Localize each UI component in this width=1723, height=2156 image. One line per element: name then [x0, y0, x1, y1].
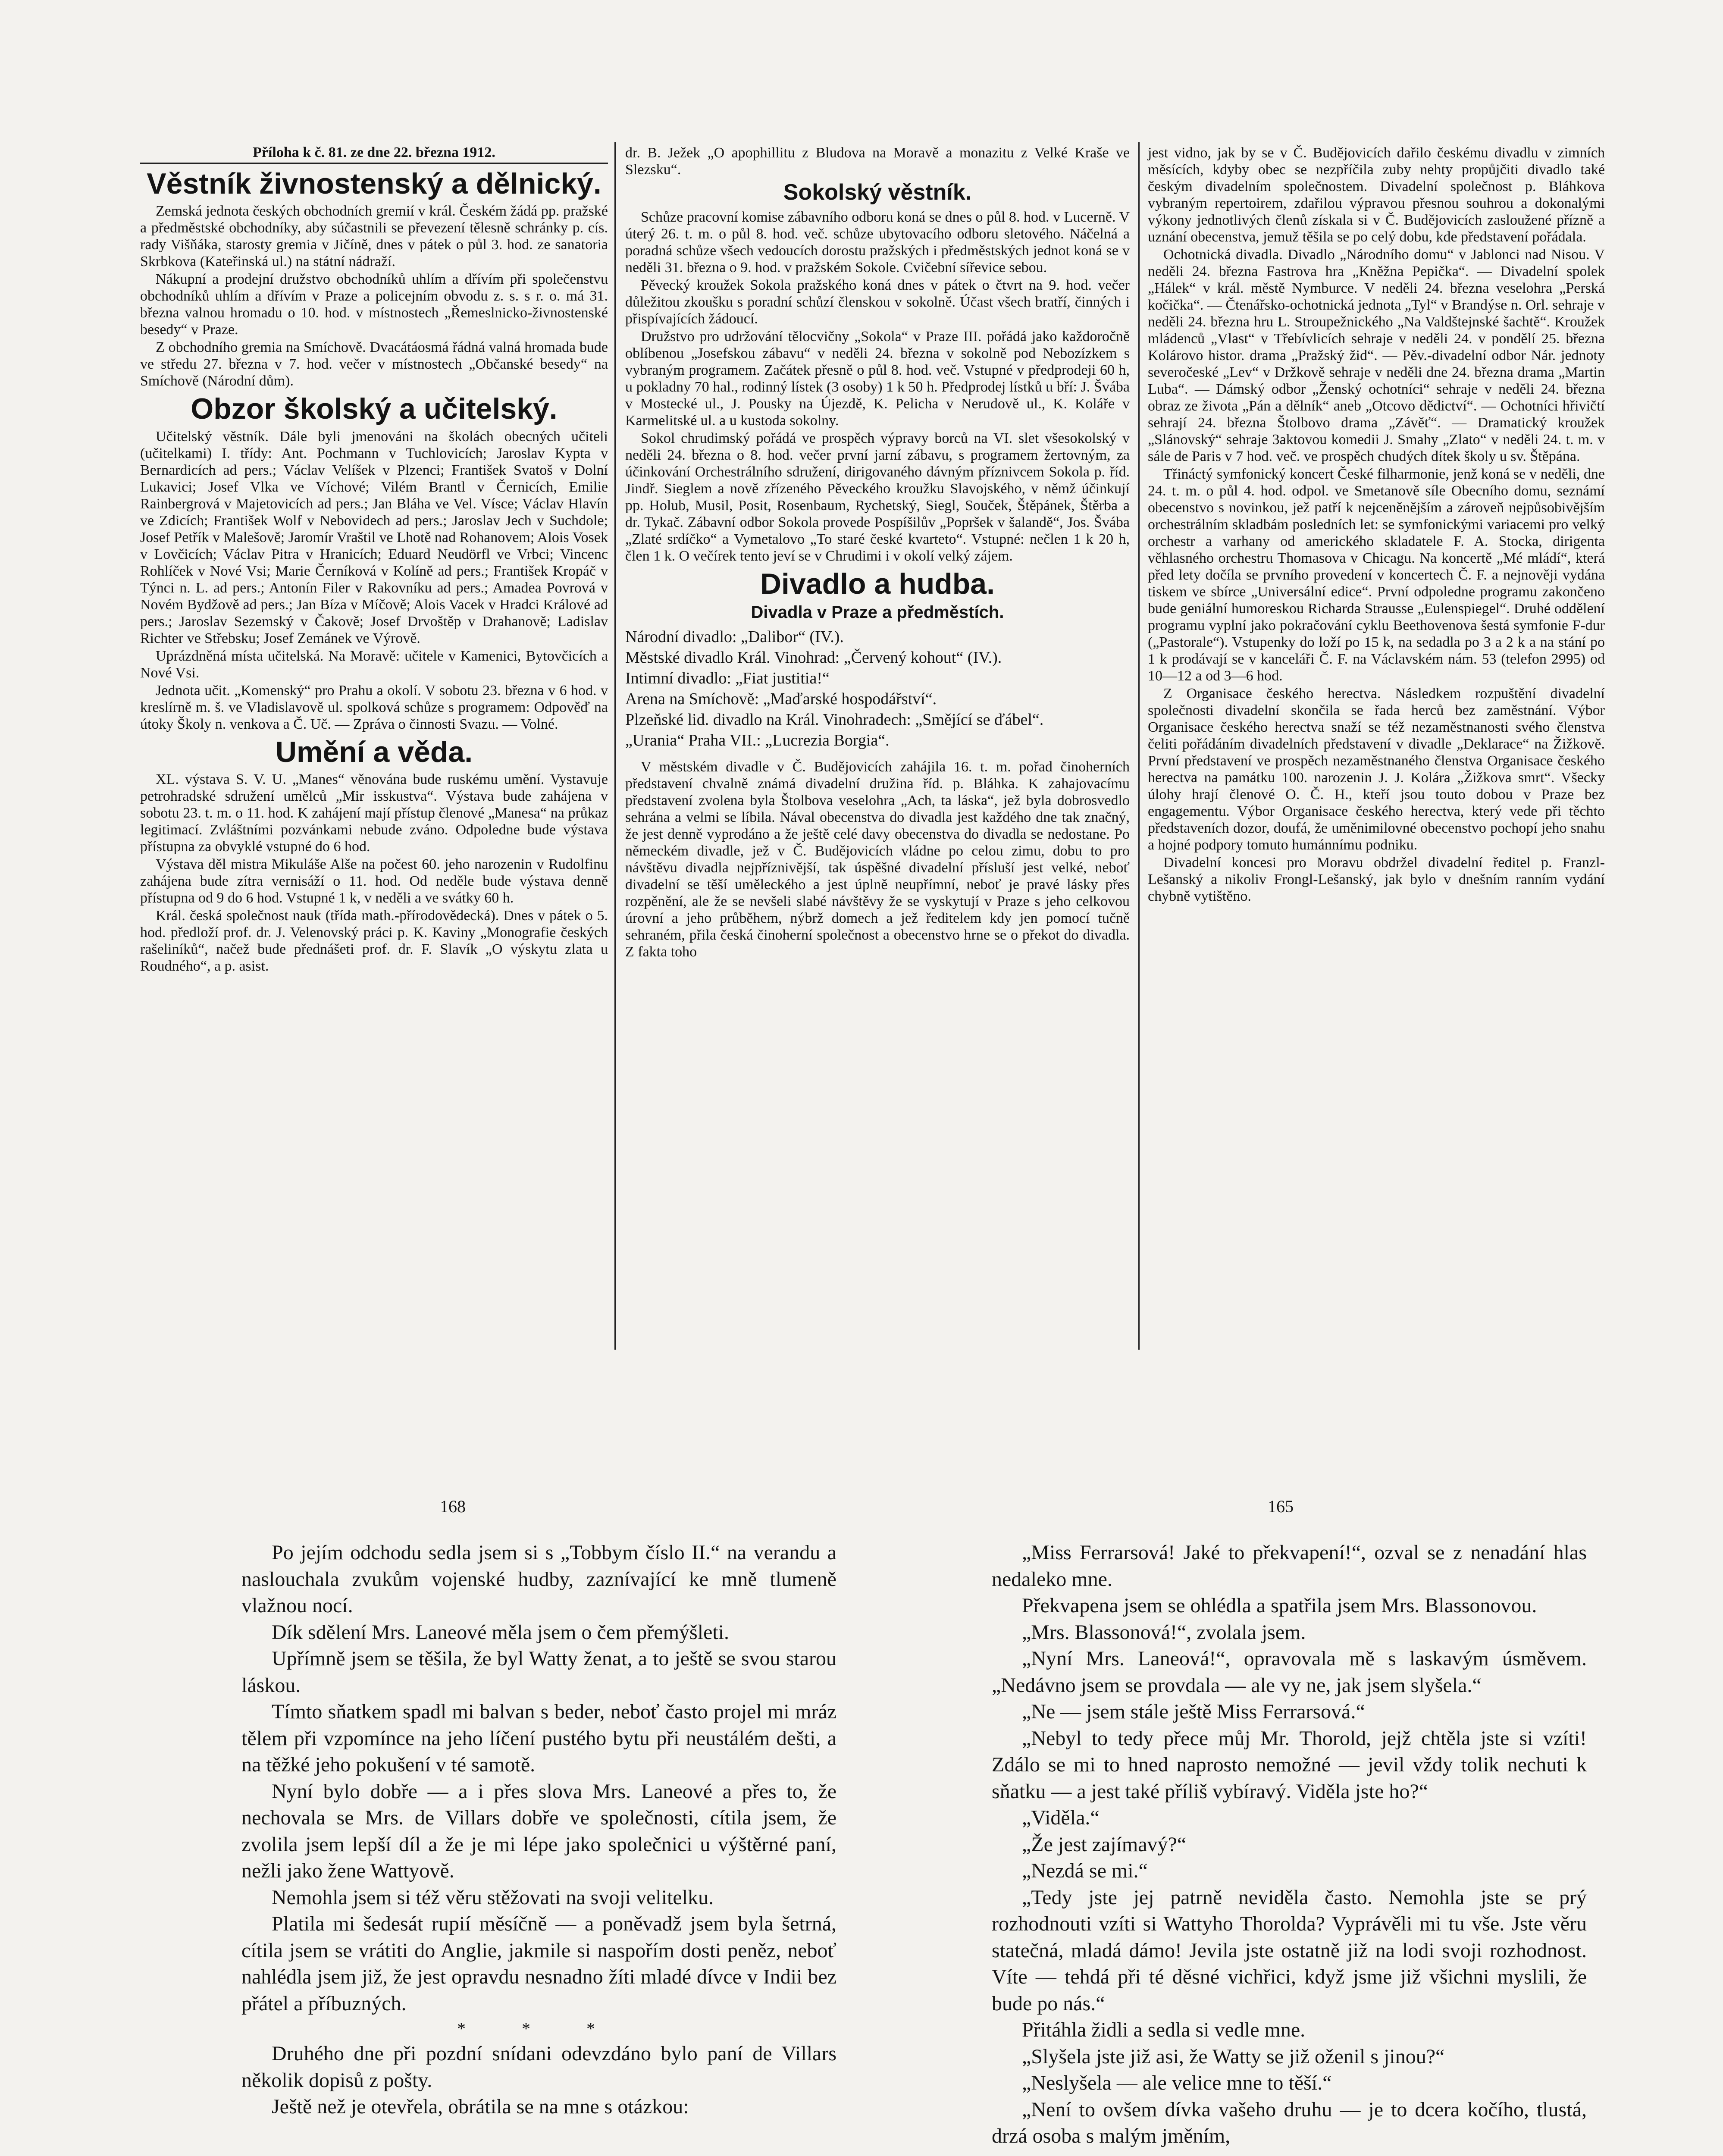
novel-paragraph: „Mrs. Blassonová!“, zvolala jsem. [1022, 1620, 1306, 1644]
novel-paragraph: Upřímně jsem se těšila, že byl Watty ženat, a to ještě se svou starou láskou. [241, 1647, 836, 1697]
novel-paragraph: Přitáhla židli a sedla si vedle mne. [1022, 2018, 1306, 2041]
column-rule [614, 142, 616, 1350]
novel-paragraph: „Ne — jsem stále ještě Miss Ferrarsová.“ [1022, 1700, 1365, 1723]
column-3 [1148, 144, 1605, 906]
page-number-right: 165 [1268, 1497, 1294, 1516]
paragraph: Jednota učit. „Komenský“ pro Prahu a okolí. V sobotu 23. března v 6 hod. v kreslírně m. š. ve Vladislavově ul. spolková schůze s programem: Odpověď na útoky Školy n. venkova a Č. Uč. — Zpráva o činnosti Svazu. — Volné. [140, 682, 608, 732]
theatre-listing: Plzeňské lid. divadlo na Král. Vinohradech: „Smějící se ďábel“. [625, 710, 1044, 729]
paragraph: Král. česká společnost nauk (třída math.-přírodovědecká). Dnes v pátek o 5. hod. předloží prof. dr. J. Velenovský práci p. K. Kaviny „Monografie českých rašeliníků“, načež bude přednášeti prof. dr. F. Slavík „O výskytu zlata u Roudného“, a p. asist. [140, 908, 608, 975]
novel-paragraph: „Slyšela jste již asi, že Watty se již oženil s jinou?“ [1022, 2045, 1445, 2068]
novel-paragraph: „Nyní Mrs. Laneová!“, opravovala mě s laskavým úsměvem. „Nedávno jsem se provdala — ale vy ne, jak jsem slyšela.“ [992, 1647, 1587, 1697]
section-subtitle-divadla: Divadla v Praze a předměstích. [751, 602, 1004, 622]
section-title-sokol: Sokolský věstník. [783, 180, 972, 205]
theatre-listing: Národní divadlo: „Dalibor“ (IV.). [625, 627, 844, 646]
paragraph: Výstava děl mistra Mikuláše Alše na počest 60. jeho narozenin v Rudolfinu zahájena bude zítra vernisáží o 11. hod. Od neděle bude výstava denně přístupna od 9 do 6 hod. Vstupné 1 k, v neděli a ve svátky 60 h. [140, 856, 608, 906]
novel-paragraph: Druhého dne při pozdní snídani odevzdáno bylo paní de Villars několik dopisů z pošty. [241, 2042, 836, 2092]
paragraph: Z obchodního gremia na Smíchově. Dvacátáosmá řádná valná hromada bude ve středu 27. března v 7. hod. večer v místnostech „Občanské besedy“ na Smíchově (Národní dům). [140, 339, 608, 389]
paragraph: Nákupní a prodejní družstvo obchodníků uhlím a dřívím při společenstvu obchodníků uhlím a dřívím v Praze a policejním obvodu z. s. s r. o. má 31. března valnou hromadu o 10. hod. v místnostech „Řemeslnicko-živnostenské besedy“ v Praze. [140, 271, 608, 338]
paragraph: Divadelní koncesi pro Moravu obdržel divadelní ředitel p. Franzl-Lešanský a nikoliv Frongl-Lešanský, jak bylo v dnešním ranním vydání chybně vytištěno. [1148, 855, 1605, 904]
section-title-vestnik: Věstník živnostenský a dělnický. [147, 167, 601, 200]
page-number-left: 168 [440, 1497, 466, 1516]
section-title-divadlo: Divadlo a hudba. [760, 567, 995, 600]
novel-paragraph: „Miss Ferrarsová! Jaké to překvapení!“, ozval se z nenadání hlas nedaleko mne. [992, 1541, 1587, 1591]
novel-paragraph: „Že jest zajímavý?“ [1022, 1833, 1187, 1856]
novel-paragraph: Nyní bylo dobře — a i přes slova Mrs. Laneové a přes to, že nechovala se Mrs. de Villars dobře ve společnosti, cítila jsem, že zvolila jsem lepší díl a že je mi lépe jako společnici u výštěrné paní, nežli jako žene Wattyově. [241, 1780, 836, 1882]
paragraph: Zemská jednota českých obchodních gremií v král. Českém žádá pp. pražské a předměstské obchodníky, aby súčastnili se převezení tělesně schránky p. cís. rady Višňáka, starosty gremia v Jičíně, dnes v pátek o půl 3. hod. ze sanatoria Skrbkova (Kateřinská ul.) na státní nádraží. [140, 203, 608, 270]
section-break-stars: * * * [457, 2019, 621, 2038]
paragraph: V městském divadle v Č. Budějovicích zahájila 16. t. m. pořad činoherních představení chvalně známá divadelní družina říd. p. Bláhka. K zahajovacímu představení zvolena byla Štolbova veselohra „Ach, ta láska“, jež byla dobrosvedlo sehrána a velmi se líbila. Nával obecenstva do divadla jest každého dne tak značný, že jest denně vyprodáno a že ještě celé davy obecenstva do divadla se nedostane. Po německém divadle, jež v Č. Budějovicích vládne po celou zimu, dobu to pro návštěvu divadla nejpříznivější, tak úspěšné divadelní přísluší jest velké, neboť divadelní se těší uměleckého a jest úplně neupřímní, neboť je pravé lásky přes rozpěnění, ale že se nevšeli slabé návštěvy že se vyskytují v Praze s jeho celkovou úrovní a jeho průběhem, nýbrž domech a jež ředitelem kdy jen pomocí tučně sehraném, přila česká činoherní společnost a obecenstvo hrne se o překot do divadla. Z fakta toho [625, 758, 1130, 960]
column-1 [140, 144, 608, 975]
novel-paragraph: Ještě než je otevřela, obrátila se na mne s otázkou: [272, 2095, 689, 2118]
novel-paragraph: Nemohla jsem si též věru stěžovati na svoji velitelku. [272, 1886, 714, 1909]
paragraph: Z Organisace českého herectva. Následkem rozpuštění divadelní společnosti divadelní skončila se řada herců bez zaměstnání. Výbor Organisace českého herectva snaží se též nezaměstnanosti svého členstva čeliti pořádáním divadelních představení v divadle „Deklarace“ na Žižkově. První představení ve prospěch nezaměstnaného členstva Organisace českého herectva na památku 100. narozenin J. J. Kolára „Žižkova smrt“. Všecky úlohy hrají členové O. Č. H., kteří jsou touto dobou v Praze bez engagementu. Výbor Organisace českého herectva, který vede při těchto představeních dozor, doufá, že uměnimilovné obecenstvo pochopí jeho snahu a hojné podpory tomuto humánnímu podniku. [1148, 686, 1605, 853]
novel-paragraph: Po jejím odchodu sedla jsem si s „Tobbym číslo II.“ na verandu a naslouchala zvukům vojenské hudby, zaznívající ke mně tlumeně vlažnou nocí. [241, 1541, 836, 1617]
novel-paragraph: „Neslyšela — ale velice mne to těší.“ [1022, 2071, 1332, 2094]
section-title-obzor: Obzor školský a učitelský. [191, 392, 558, 426]
novel-paragraph: Překvapena jsem se ohlédla a spatřila jsem Mrs. Blassonovou. [1022, 1594, 1537, 1617]
paragraph: jest vidno, jak by se v Č. Budějovicích dařilo českému divadlu v zimních měsících, kdyby obec se nezpříčila zuby nehty propůjčiti divadlo také českým divadelním společnostem. Divadelní společnost p. Bláhkova vybraným repertoirem, zdařilou výpravou přesnou souhrou a dokonalými výkony jednotlivých členů získala si v Č. Budějovicích zasloužené přízně a uznání obecenstva, jemuž těšila se po celý dobu, kde představení pořádala. [1148, 145, 1605, 245]
paragraph: Třináctý symfonický koncert České filharmonie, jenž koná se v neděli, dne 24. t. m. o půl 4. hod. odpol. ve Smetanově síle Obecního domu, seznámí obecenstvo s novinkou, jež patří k nejceněnějším a zároveň nejpůsobivějším orchestrálním skladbám posledních let: se symfonickými variacemi pro velký orchestr a varhany od amerického skladatele F. A. Stocka, dirigenta věhlasného orchestru Thomasova v Chicagu. Na koncertě „Mé mládí“, která před lety dočíla se prvního provedení v koncertech Č. F. a nejnověji vydána tiskem ve sbírce „Universální edice“. První odpoledne programu zakončeno bude geniální humoreskou Richarda Strausse „Eulenspiegel“. Druhé oddělení programu vyplní jako pokračování cyklu Beethovenova šestá symfonie F-dur („Pastorale“). Vstupenky do loží po 15 k, na sedadla po 3 a 2 k a na stání po 1 k prodávají se v kanceláři Č. F. na Václavském nám. 53 (telefon 2995) od 10—12 a od 3—6 hod. [1148, 466, 1605, 684]
novel-column-right [992, 1539, 1587, 2150]
novel-paragraph: „Viděla.“ [1022, 1806, 1100, 1829]
novel-paragraph: „Není to ovšem dívka vašeho druhu — je to dcera kočího, tlustá, drzá osoba s malým jměním, [992, 2098, 1587, 2147]
novel-paragraph: „Nebyl to tedy přece můj Mr. Thorold, jejž chtěla jste si vzíti! Zdálo se mi to hned naprosto nemožné — jevil vždy tolik nechuti k sňatku — a jest také příliš vybíravý. Viděla jste ho?“ [992, 1727, 1587, 1803]
theatre-listing: Arena na Smíchově: „Maďarské hospodářství“. [625, 689, 937, 708]
paragraph: Sokol chrudimský pořádá ve prospěch výpravy borců na VI. slet všesokolský v neděli 24. března o 8. hod. večer první jarní zábavu, s programem žertovným, za účinkování Orchestrálního sdružení, dirigovaného dávným příznivcem Sokola p. říd. Jindř. Sieglem a nově zřízeného Pěveckého kroužku Slavojského, v němž účinkují pp. Holub, Musil, Posit, Rosenbaum, Rychetský, Siegl, Souček, Štěpánek, Štěrba a dr. Tykač. Zábavní odbor Sokola provede Pospíšilův „Popršek v šalandě“, Jos. Švába „Zlaté srdíčko“ a Vymetalovo „To staré české kvarteto“. Vstupné: nečlen 1 k 20 h, člen 1 k. O večírek tento jeví se v Chrudimi i v okolí velký zájem. [625, 430, 1130, 564]
novel-paragraph: Tímto sňatkem spadl mi balvan s beder, neboť často projel mi mráz tělem při vzpomínce na jeho líčení pustého bytu při neustálém dešti, a na těžké jeho pokušení v té samotě. [241, 1700, 836, 1776]
paragraph: Ochotnická divadla. Divadlo „Národního domu“ v Jablonci nad Nisou. V neděli 24. března Fastrova hra „Kněžna Pepička“. — Divadelní spolek „Hálek“ v král. městě Nymburce. V neděli 24. března veselohra „Perská kočička“. — Čtenářsko-ochotnická jednota „Tyl“ v Brandýse n. Orl. sehraje v neděli 24. března hru L. Stroupežnického „Na Valdštejnské šachtě“. Kroužek mládenců „Vlast“ v Třebívlicích sehraje v neděli 24. v pondělí 25. března Kolárovo histor. drama „Pražský žid“. — Pěv.-divadelní odbor Nár. jednoty severočeské „Lev“ v Držkově sehraje v neděli dne 24. března drama „Martin Luba“. — Dámský odbor „Ženský ochotníci“ sehraje v neděli 24. března obraz ze života „Pán a dělník“ aneb „Otcovo dědictví“. — Ochotníci hřivičtí sehrají 24. března Štolbovo drama „Závěť“. — Dramatický kroužek „Slánovský“ sehraje 3aktovou komedii J. Smahy „Zlato“ v neděli 24. t. m. v sále de Paris v 7 hod. več. ve prospěch chudých dítek školy u sv. Štěpána. [1148, 247, 1605, 464]
paragraph: Družstvo pro udržování tělocvičny „Sokola“ v Praze III. pořádá jako každoročně oblíbenou „Josefskou zábavu“ v neděli 24. března v sokolně pod Nebozízkem s vybraným programem. Začátek přesně o půl 8. hod. več. Vstupné v předprodeji 60 h, u pokladny 70 hal., rodinný lístek (3 osoby) 1 k 50 h. Předprodej lístků u bří: J. Švába v Mostecké ul., J. Pousky na Újezdě, K. Pelicha v Nerudově ul., K. Koláře v Karmelitské ul. a u kustoda sokolny. [625, 328, 1130, 429]
novel-paragraph: „Nezdá se mi.“ [1022, 1859, 1148, 1882]
section-title-umeni: Umění a věda. [275, 735, 473, 768]
theatre-listing: Intimní divadlo: „Fiat justitia!“ [625, 669, 830, 687]
paragraph: Schůze pracovní komise zábavního odboru koná se dnes o půl 8. hod. v Lucerně. V úterý 26. t. m. o půl 8. hod. več. schůze ubytovacího odboru sletového. Náčelná a poradná schůze všech vedoucích dorostu pražských i předměstských jednot koná se v neděli 31. března o 9. hod. v pražském Sokole. Cvičební sířevice sebou. [625, 209, 1130, 276]
novel-paragraph: „Tedy jste jej patrně neviděla často. Nemohla jste se prý rozhodnouti vzíti si Wattyho Thorolda? Vyprávěli mi tu vše. Jste věru statečná, mladá dámo! Jevila jste ostatně již na lodi svoji rozhodnost. Víte — tehdá při té děsné vichřici, když jsme již všichni myslili, že bude po nás.“ [992, 1886, 1587, 2015]
column-2 [625, 144, 1130, 961]
paragraph: Uprázdněná místa učitelská. Na Moravě: učitele v Kamenici, Bytovčicích a Nové Vsi. [140, 648, 608, 681]
paragraph: XL. výstava S. V. U. „Manes“ věnována bude ruskému umění. Vystavuje petrohradské sdružení umělců „Mir isskustva“. Výstava bude zahájena v sobotu 23. t. m. o 11. hod. K zahájení mají přístup členové „Manesa“ na průkaz legitimací. Zvláštními pozvánkami nebude zváno. Odpoledne bude výstava přístupna za obvyklé vstupné do 6 hod. [140, 771, 608, 855]
theatre-listing: „Urania“ Praha VII.: „Lucrezia Borgia“. [625, 731, 890, 749]
novel-paragraph: Platila mi šedesát rupií měsíčně — a poněvadž jsem byla šetrná, cítila jsem se vrátiti do Anglie, jakmile si naspořím dosti peněz, neboť nahlédla jsem již, že jest opravdu nesnadno žíti mladé dívce v Indii bez přátel a příbuzných. [241, 1912, 836, 2015]
theatre-listing: Městské divadlo Král. Vinohrad: „Červený kohout“ (IV.). [625, 648, 1002, 667]
paragraph: Učitelský věstník. Dále byli jmenováni na školách obecných učiteli (učitelkami) I. třídy: Ant. Pochmann v Tuchlovicích; Jaroslav Kypta v Bernardicích ad pers.; Václav Velíšek v Plzenci; František Svatoš v Dolní Lukavici; Josef Vlka ve Víchové; Vilém Brantl v Černicích, Emilie Rainbergrová v Majetovicích ad pers.; Jan Bláha ve Vel. Vísce; Václav Hlavín ve Zdicích; František Wolf v Nebovidech ad pers.; Jaroslav Jech v Suchdole; Josef Petřík v Malešově; Jaromír Vraštil ve Lhotě nad Rohanovem; Alois Vosek v Lovčicích; Václav Pitra v Hranicích; Eduard Neudörfl ve Vrbci; Vincenc Rohlíček v Nové Vsi; Marie Černíková v Kolíně ad pers.; František Kropáč v Týnci n. L. ad pers.; Antonín Filer v Rakovníku ad pers.; Amadea Povrová v Novém Bydžově ad pers.; Jan Bíza v Míčově; Alois Vacek v Hradci Králové ad pers.; Jaroslav Sezemský v Čakově; Josef Drvoštěp v Drahanově; Ladislav Richter ve Střebsku; Josef Zemánek ve Výrově. [140, 428, 608, 646]
paragraph: dr. B. Ježek „O apophillitu z Bludova na Moravě a monazitu z Velké Kraše ve Slezsku“. [625, 145, 1130, 178]
page-header: Příloha k č. 81. ze dne 22. března 1912. [140, 144, 608, 164]
novel-paragraph: Dík sdělení Mrs. Laneové měla jsem o čem přemýšleti. [272, 1620, 730, 1644]
paragraph: Pěvecký kroužek Sokola pražského koná dnes v pátek o čtvrt na 9. hod. večer důležitou zkoušku s poradní schůzí členskou v sokolně. Účast všech bratří, činných i přispívajících žádoucí. [625, 277, 1130, 327]
column-rule [1138, 142, 1140, 1350]
novel-column-left [241, 1539, 836, 2120]
